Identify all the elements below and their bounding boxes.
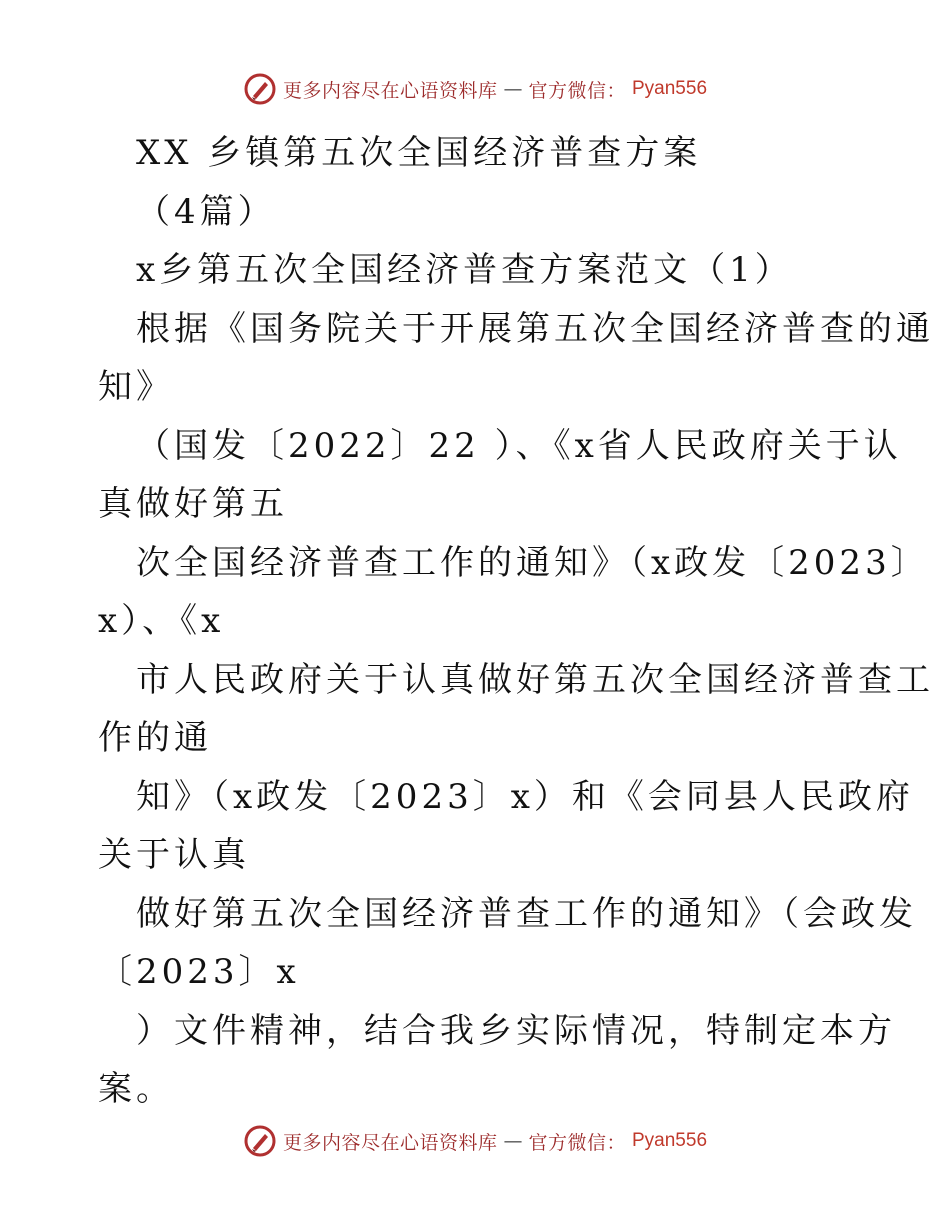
document-line: ）文件精神，结合我乡实际情况，特制定本方 [136, 1010, 896, 1051]
logo-pen-icon [243, 1124, 277, 1158]
watermark-separator: — [503, 78, 523, 100]
watermark-wechat-label: 官方微信： [528, 1131, 626, 1154]
document-line: 真做好第五 [98, 484, 288, 524]
watermark-separator: — [503, 1130, 523, 1152]
logo-pen-icon [243, 72, 277, 106]
document-line: 案。 [98, 1069, 174, 1109]
watermark-text: 更多内容尽在心语资料库 [282, 79, 498, 102]
document-line: x）、《x [98, 601, 225, 641]
document-line: （国发〔2022〕22 ）、《x省人民政府关于认 [136, 425, 902, 466]
watermark-wechat-id: Pyan556 [632, 1130, 708, 1151]
document-line: 知》（x政发〔2023〕x）和《会同县人民政府 [136, 776, 914, 817]
document-line: 作的通 [98, 718, 212, 758]
watermark-text: 更多内容尽在心语资料库 [282, 1131, 498, 1154]
document-line: 根据《国务院关于开展第五次全国经济普查的通 [136, 308, 934, 349]
document-line: 知》 [98, 367, 174, 407]
document-line: 做好第五次全国经济普查工作的通知》（会政发 [136, 893, 917, 934]
document-line: x乡第五次全国经济普查方案范文（1） [136, 250, 793, 290]
footer-watermark [0, 1124, 950, 1158]
document-body [98, 124, 934, 1119]
document-line: 市人民政府关于认真做好第五次全国经济普查工 [136, 659, 934, 700]
document-line: 关于认真 [98, 835, 250, 875]
watermark-wechat-id: Pyan556 [632, 78, 708, 99]
document-line: 〔2023〕x [98, 952, 300, 992]
document-line: 次全国经济普查工作的通知》（x政发〔2023〕 [136, 542, 929, 583]
document-line: XX 乡镇第五次全国经济普查方案 [136, 133, 702, 173]
document-line: （4篇） [136, 191, 276, 232]
watermark-wechat-label: 官方微信： [528, 79, 626, 102]
header-watermark [0, 72, 950, 106]
